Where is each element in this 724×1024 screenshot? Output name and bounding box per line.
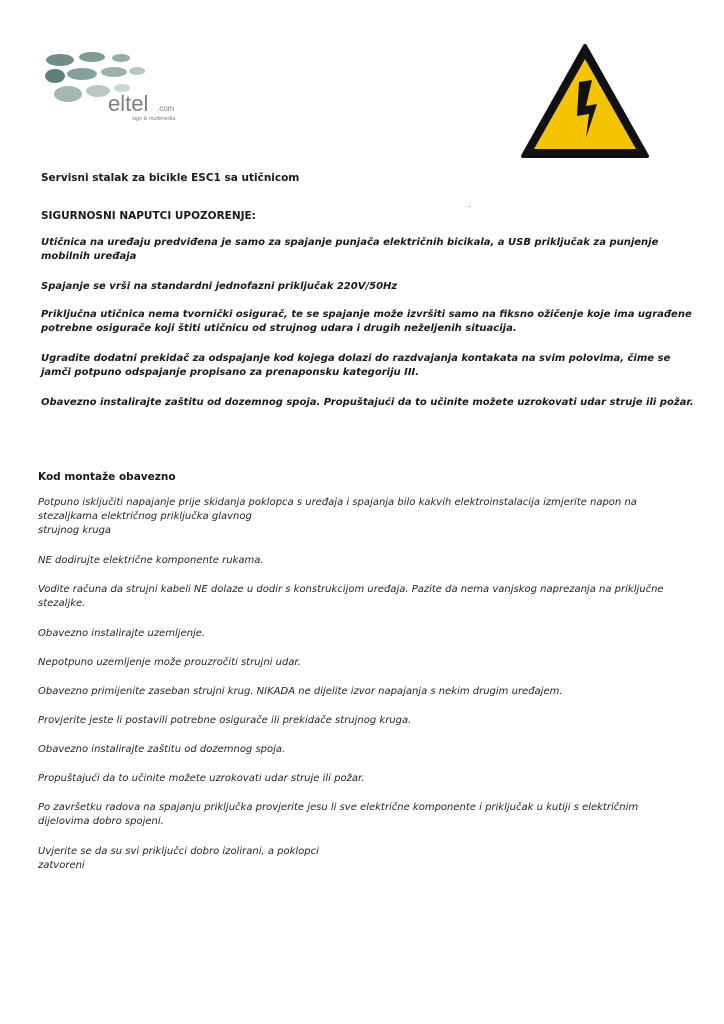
installation-text-line: stezaljkama električnog priključka glavnog <box>38 511 252 522</box>
installation-text-line: Po završetku radova na spajanju priključka provjerite jesu li sve električne komponente i priključak u kutiji s električnim <box>38 802 639 813</box>
eltel-logo-graphic <box>40 48 190 122</box>
safety-text-line: Obavezno instalirajte zaštitu od dozemnog spoja. Propuštajući da to učinite možete uzrokovati udar struje ili požar. <box>41 397 694 408</box>
safety-text-line: mobilnih uređaja <box>41 251 137 262</box>
safety-text-line: potrebne osigurače koji štiti utičnicu od strujnog udara i drugih neželjenih situacija. <box>41 323 517 334</box>
installation-text-line: stezaljke. <box>38 598 86 609</box>
logo-wordmark: eltel <box>108 91 149 116</box>
product-title: Servisni stalak za bicikle ESC1 sa utičnicom <box>41 172 300 184</box>
installation-text-line: Uvjerite se da su svi priključci dobro izolirani, a poklopci <box>38 846 319 857</box>
high-voltage-warning-icon <box>520 42 650 160</box>
eltel-logo <box>40 48 190 122</box>
installation-text-line: Vodite računa da strujni kabeli NE dolaze u dodir s konstrukcijom uređaja. Pazite da nema vanjskog naprezanja na priključne <box>38 584 664 595</box>
safety-heading: SIGURNOSNI NAPUTCI UPOZORENJE: <box>41 210 256 222</box>
installation-text-line: Obavezno primijenite zaseban strujni krug. NIKADA ne dijelite izvor napajanja s nekim drugim uređajem. <box>38 686 563 697</box>
safety-text-line: Spajanje se vrši na standardni jednofazni priključak 220V/50Hz <box>41 281 398 292</box>
installation-text-line: NE dodirujte električne komponente rukama. <box>38 555 264 566</box>
installation-text-line: Potpuno isključiti napajanje prije skidanja poklopca s uređaja i spajanja bilo kakvih elektroinstalacija izmjerite napon na <box>38 497 637 508</box>
logo-suffix: .com <box>157 104 175 113</box>
installation-text-line: zatvoreni <box>38 860 85 871</box>
installation-text-line: Obavezno instalirajte zaštitu od dozemnog spoja. <box>38 744 286 755</box>
logo-tagline: sign & multimedia <box>132 116 176 122</box>
installation-text-line: dijelovima dobro spojeni. <box>38 816 164 827</box>
installation-text-line: Obavezno instalirajte uzemljenje. <box>38 628 206 639</box>
installation-heading: Kod montaže obavezno <box>38 471 176 483</box>
installation-text-line: strujnog kruga <box>38 525 112 536</box>
safety-text-line: jamči potpuno odspajanje propisano za prenaponsku kategoriju III. <box>41 367 420 378</box>
stray-dot: . <box>468 200 471 209</box>
safety-text-line: Utičnica na uređaju predviđena je samo za spajanje punjača električnih bicikala, a USB priključak za punjenje <box>41 237 659 248</box>
installation-text-line: Provjerite jeste li postavili potrebne osigurače ili prekidače strujnog kruga. <box>38 715 412 726</box>
installation-text-line: Propuštajući da to učinite možete uzrokovati udar struje ili požar. <box>38 773 365 784</box>
safety-text-line: Ugradite dodatni prekidač za odspajanje kod kojega dolazi do razdvajanja kontakata na svim polovima, čime se <box>41 353 671 364</box>
safety-text-line: Priključna utičnica nema tvornički osigurač, te se spajanje može izvršiti samo na fiksno ožičenje koje ima ugrađene <box>41 309 692 320</box>
installation-text-line: Nepotpuno uzemljenje može prouzročiti strujni udar. <box>38 657 301 668</box>
